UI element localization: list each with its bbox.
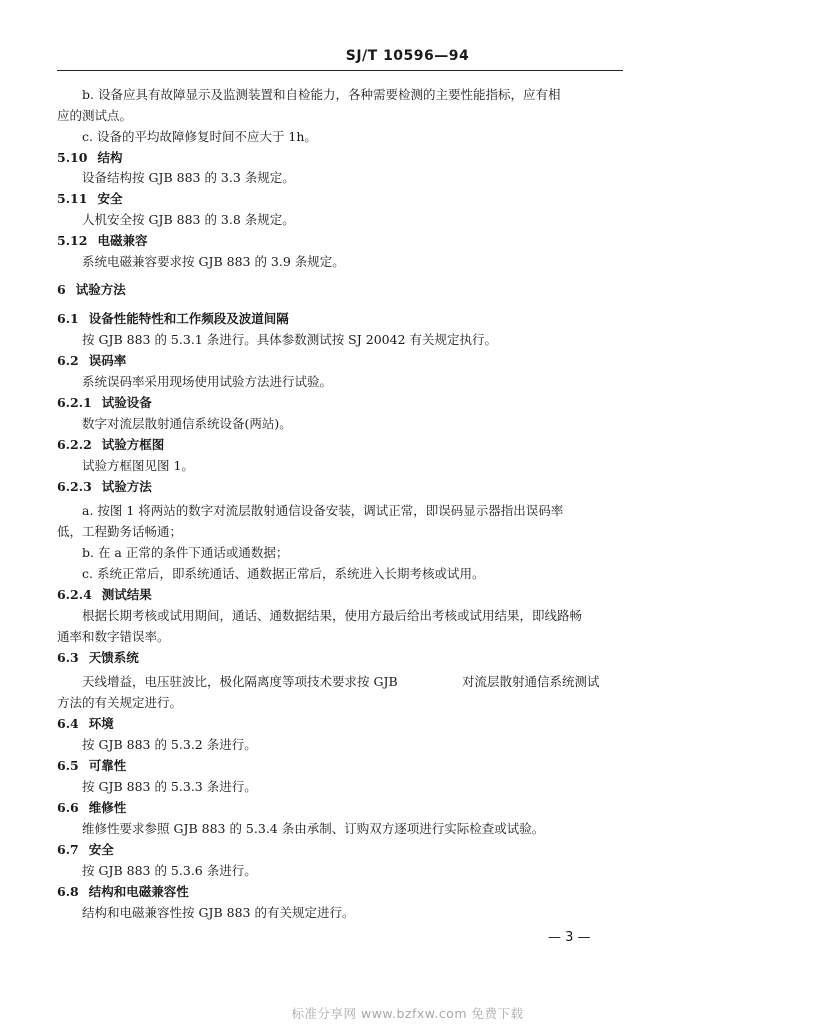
text-6-3-part1: 天线增益，电压驻波比，极化隔离度等项技术要求按 GJB	[82, 674, 398, 689]
text-6-3-continuation: 方法的有关规定进行。	[57, 695, 183, 710]
heading-5-12: 5.12 电磁兼容	[57, 233, 148, 248]
text-6-2-3-a: a. 按图 1 将两站的数字对流层散射通信设备安装，调试正常，即误码显示器指出误码率	[82, 503, 564, 518]
text-6-2-1: 数字对流层散射通信系统设备(两站)。	[82, 416, 292, 431]
heading-6-3: 6.3 天馈系统	[57, 650, 139, 665]
heading-5-11: 5.11 安全	[57, 191, 123, 206]
heading-5-10: 5.10 结构	[57, 150, 123, 165]
text-6-2-4: 根据长期考核或试用期间，通话、通数据结果，使用方最后给出考核或试用结果，即线路畅	[82, 608, 583, 623]
text-6-2-3-c: c. 系统正常后，即系统通话、通数据正常后，系统进入长期考核或试用。	[82, 566, 485, 581]
text-6-1: 按 GJB 883 的 5.3.1 条进行。具体参数测试按 SJ 20042 有关规定执行。	[82, 332, 497, 347]
text-6-4: 按 GJB 883 的 5.3.2 条进行。	[82, 737, 257, 752]
text-5-10: 设备结构按 GJB 883 的 3.3 条规定。	[82, 170, 295, 185]
page-number: — 3 —	[548, 930, 591, 945]
heading-6: 6 试验方法	[57, 282, 126, 297]
item-b-continuation: 应的测试点。	[57, 108, 133, 123]
text-6-7: 按 GJB 883 的 5.3.6 条进行。	[82, 863, 257, 878]
text-6-2-2: 试验方框图见图 1。	[82, 458, 194, 473]
text-6-2-4-continuation: 通率和数字错误率。	[57, 629, 170, 644]
heading-6-1: 6.1 设备性能特性和工作频段及波道间隔	[57, 311, 289, 326]
heading-6-2-3: 6.2.3 试验方法	[57, 479, 152, 494]
heading-6-8: 6.8 结构和电磁兼容性	[57, 884, 189, 899]
heading-6-7: 6.7 安全	[57, 842, 114, 857]
text-5-12: 系统电磁兼容要求按 GJB 883 的 3.9 条规定。	[82, 254, 345, 269]
text-6-2: 系统误码率采用现场使用试验方法进行试验。	[82, 374, 333, 389]
heading-6-2-1: 6.2.1 试验设备	[57, 395, 152, 410]
heading-6-4: 6.4 环境	[57, 716, 114, 731]
header-rule	[57, 70, 623, 71]
document-number-header: SJ/T 10596—94	[345, 48, 470, 64]
watermark-footer: 标准分享网 www.bzfxw.com 免费下载	[291, 1006, 524, 1021]
text-6-2-3-b: b. 在 a 正常的条件下通话或通数据；	[82, 545, 289, 560]
heading-6-2: 6.2 误码率	[57, 353, 127, 368]
text-6-2-3-a-continuation: 低，工程勤务话畅通；	[57, 524, 183, 539]
text-6-3-part2: 对流层散射通信系统测试	[462, 674, 600, 689]
text-6-5: 按 GJB 883 的 5.3.3 条进行。	[82, 779, 257, 794]
text-5-11: 人机安全按 GJB 883 的 3.8 条规定。	[82, 212, 295, 227]
text-6-6: 维修性要求参照 GJB 883 的 5.3.4 条由承制、订购双方逐项进行实际检查或试验。	[82, 821, 545, 836]
item-b: b. 设备应具有故障显示及监测装置和自检能力，各种需要检测的主要性能指标，应有相	[82, 87, 561, 102]
heading-6-5: 6.5 可靠性	[57, 758, 127, 773]
item-c: c. 设备的平均故障修复时间不应大于 1h。	[82, 129, 317, 144]
heading-6-2-4: 6.2.4 测试结果	[57, 587, 152, 602]
text-6-8: 结构和电磁兼容性按 GJB 883 的有关规定进行。	[82, 905, 355, 920]
heading-6-6: 6.6 维修性	[57, 800, 127, 815]
heading-6-2-2: 6.2.2 试验方框图	[57, 437, 165, 452]
